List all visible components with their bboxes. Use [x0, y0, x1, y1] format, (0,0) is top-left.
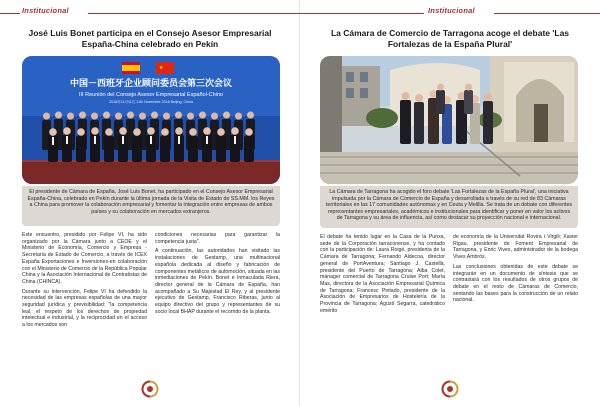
right-page — [300, 0, 600, 406]
section-header — [0, 6, 299, 20]
article-body — [22, 232, 280, 352]
section-rule — [88, 13, 300, 14]
paragraph: Las conclusiones obtenidas de este debate se integrarán en un documento de síntesis que se contrastará con los resultados de otros grupos de debate en el resto de Cámaras de Comercio, sentando las bases para la construcción de un relato nacional. — [453, 263, 578, 304]
article-photo-tarragona-group — [320, 56, 578, 184]
article-photo-beijing-meeting — [22, 56, 280, 184]
photo-caption: El presidente de Cámara de España, José Luis Bonet, ha participado en el Consejo Asesor Empresarial España-China, celebrado en Pekín durante la última jornada de la Visita de Estado de SS.MM. los Reyes a China para promover la colaboración empresarial y fomentar la integración entre empresas de ambos países y su colaboración en mercados extranjeros. — [22, 186, 280, 226]
article-headline: La Cámara de Comercio de Tarragona acoge el debate 'Las Fortalezas de la España Plural' — [330, 28, 570, 49]
article-column-2 — [453, 234, 578, 354]
paragraph: A continuación, las autoridades han visitado las instalaciones de Gestamp, una multinacional española dedicada al diseño y fabricación de componentes metálicos de automoción, situada en las inmediaciones de Pekín. Bonet e Inmaculada Riera, director general de la Cámara de España, han acompañado a Su Majestad El Rey, y al presidente ejecutivo de Gestamp, Francisco Riberas, junto al equipo directivo del grupo y representantes de su socio local BHAP durante el recorrido de la planta. — [155, 248, 280, 315]
paragraph: Este encuentro, presidido por Felipe VI, ha sido organizado por la Cámara junto a CEOE y el Ministerio de Economía, Comercio y Empresa - Secretaría de Estado de Comercio, a través de ICEX España Exportaciones e Inversiones-en colaboración con el Ministerio de Comercio de la República Popular China y la Asociación Internacional de Contratistas de China (CHINCA). — [22, 232, 147, 285]
article-body — [320, 234, 578, 354]
paragraph: El debate ha tenido lugar en la Casa de la Punxa, sede de la Corporación tarraconense, y ha contado con la participación de: Laura Roigé, presidenta de la Cámara de Tarragona; Fernando Aldecoa, director general de PortAventura; Santiago J. Castellà, presidente del Puerto de Tarragona; Alba Colet, mánager comercial de Tarragona Cruise Port; María Mas, directora de la Asociación Empresarial Química de Tarragona; Francesc Pintado, presidente de la Asociación de Empresarios de Hostelería de la Provincia de Tarragona; Agustí Segarra, catedrático emérito — [320, 234, 445, 314]
photo-caption: La Cámara de Tarragona ha acogido el foro debate 'Las Fortalezas de la España Plural', una iniciativa impulsada por la Cámara de Comercio de España y desarrollada a través de su red de 83 Cámaras territoriales en las 17 comunidades autónomas y en Ceuta y Melilla. Se trata de un debate con diferentes representantes empresariales, académicos e institucionales para identificar y poner en valor los activos de Tarragona y su área de influencia, así como destacar su proyección nacional e internacional. — [320, 186, 578, 228]
camara-logo-icon — [441, 380, 459, 398]
camara-logo-icon — [141, 380, 159, 398]
paragraph: Durante su intervención, Felipe VI ha defendido la necesidad de las empresas españolas de una mayor seguridad jurídica y previsibilidad: "la competencia leal, el respeto de los derechos de propiedad intelectual e industrial, y la reciprocidad en el acceso a los mercados son — [22, 288, 147, 329]
section-rule — [494, 13, 600, 14]
section-header — [300, 6, 600, 20]
banner-spanish-text: III Reunión del Consejo Asesor Empresarial Español-Chino — [79, 92, 223, 98]
banner-date-text: 2018年11月11日 11th November 2018 Beijing, China — [109, 100, 193, 104]
section-rule — [300, 13, 424, 14]
paragraph: de economía de la Universitat Rovira i Virgili; Xavier Rigau, presidente de Foment Empresarial de Tarragona, y Enric Vives, administrador de la bodega Vives Ambrós. — [453, 234, 578, 261]
section-label: Institucional — [428, 6, 475, 15]
svg-text:★: ★ — [159, 65, 164, 71]
article-column-1 — [320, 234, 445, 354]
paragraph: condiciones necesarias para garantizar la competencia justa". — [155, 232, 280, 245]
section-rule — [0, 13, 20, 14]
article-column-1 — [22, 232, 147, 352]
article-column-2 — [155, 232, 280, 352]
banner-chinese-text: 中国－西班牙企业顾问委员会第三次会议 — [69, 79, 233, 89]
article-headline: José Luis Bonet participa en el Consejo Asesor Empresarial España-China celebrado en Pekín — [28, 28, 272, 49]
section-label: Institucional — [22, 6, 69, 15]
